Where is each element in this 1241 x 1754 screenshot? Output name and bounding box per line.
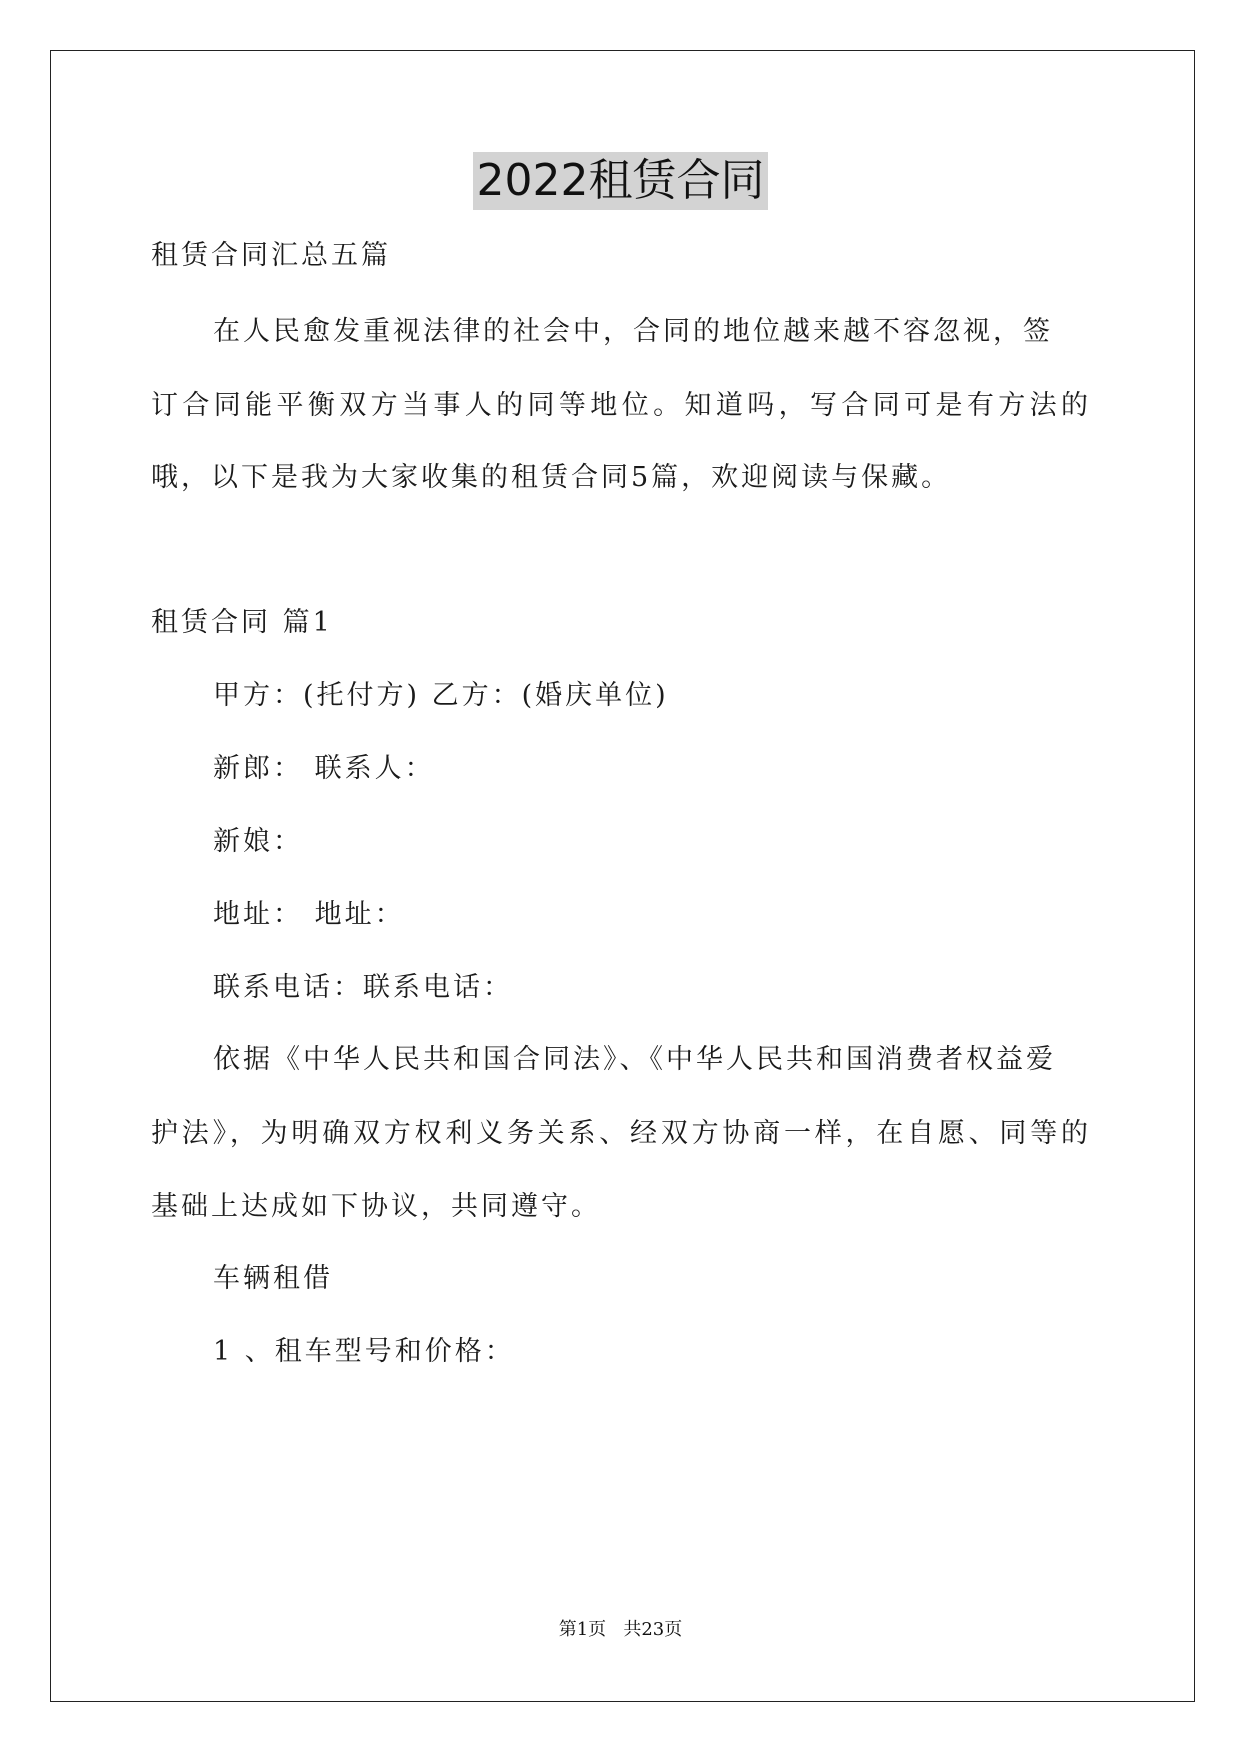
page-number: 第1页 xyxy=(558,1619,607,1640)
intro-line-3: 哦，以下是我为大家收集的租赁合同5篇，欢迎阅读与保藏。 xyxy=(151,462,952,493)
phone-line: 联系电话：联系电话： xyxy=(213,972,513,1003)
basis-line-2: 护法》，为明确双方权利义务关系、经双方协商一样，在自愿、同等的 xyxy=(151,1118,1091,1149)
document-title: 2022租赁合同 xyxy=(473,152,769,210)
page-total: 共23页 xyxy=(623,1619,683,1640)
page-footer xyxy=(0,1618,1241,1642)
address-line: 地址： 地址： xyxy=(213,899,405,930)
bride-line: 新娘： xyxy=(213,826,303,857)
section-heading: 租赁合同 篇1 xyxy=(151,607,333,638)
page-border xyxy=(50,50,1195,1702)
intro-line-2: 订合同能平衡双方当事人的同等地位。知道吗，写合同可是有方法的 xyxy=(151,390,1091,421)
document-subtitle: 租赁合同汇总五篇 xyxy=(151,240,391,271)
item-1: 1 、租车型号和价格： xyxy=(213,1336,515,1367)
intro-line-1: 在人民愈发重视法律的社会中，合同的地位越来越不容忽视，签 xyxy=(213,316,1053,347)
vehicle-heading: 车辆租借 xyxy=(213,1263,333,1294)
title-container xyxy=(0,152,1241,210)
basis-line-3: 基础上达成如下协议，共同遵守。 xyxy=(151,1191,601,1222)
groom-line: 新郎： 联系人： xyxy=(213,753,435,784)
basis-line-1: 依据《中华人民共和国合同法》、《中华人民共和国消费者权益爱 xyxy=(213,1044,1056,1075)
party-line: 甲方：(托付方) 乙方：(婚庆单位) xyxy=(213,680,669,711)
